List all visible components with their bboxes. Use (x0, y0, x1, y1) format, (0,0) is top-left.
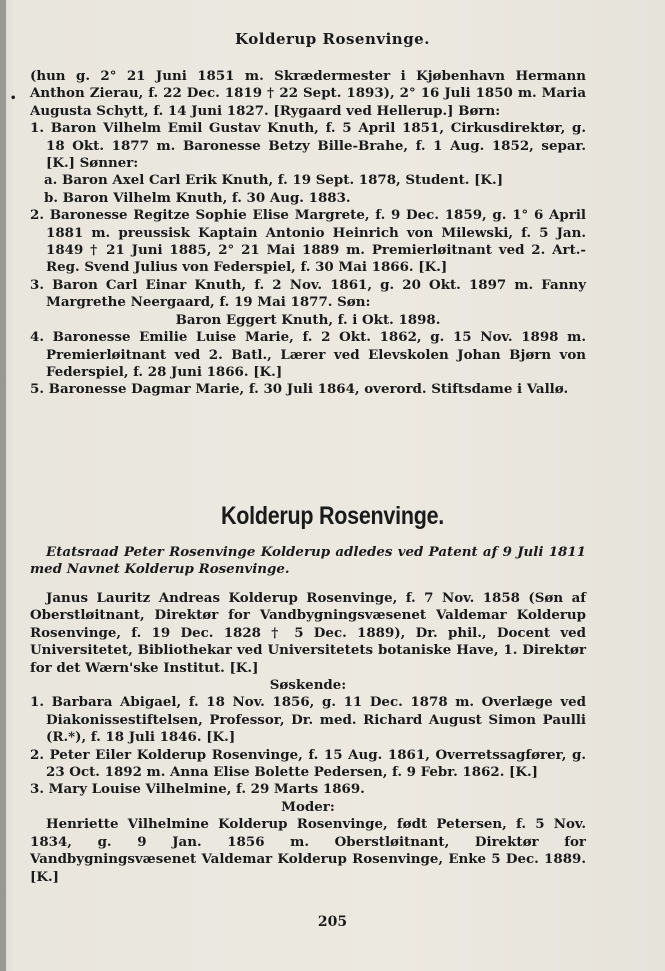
mother-entry: Henriette Vilhelmine Kolderup Rosenvinge, født Petersen, f. 5 Nov. 1834, g. 9 Jan. 1856 m. Oberstløitnant, Direktør for Vandbygningsvæsenet Valdemar Kolderup Rosenvinge, Enke 5 Dec. 1889. [K.] (30, 816, 586, 885)
grandchild-entry-eggert: Baron Eggert Knuth, f. i Okt. 1898. (175, 311, 441, 328)
main-entry: Janus Lauritz Andreas Kolderup Rosenvinge, f. 7 Nov. 1858 (Søn af Oberstløitnant, Direktør for Vandbygningsvæsenet Valdemar Kolderup Rosenvinge, f. 19 Dec. 1828 † 5 Dec. 1889), Dr. phil., Docent ved Universitetet, Bibliothekar ved Universitetets botaniske Have, 1. Direktør for det Wærn'ske Institut. [K.] (30, 590, 586, 676)
rosenvinge-entries (30, 590, 586, 886)
child-entry-5: 5. Baronesse Dagmar Marie, f. 30 Juli 1864, overord. Stiftsdame i Vallø. (30, 381, 569, 398)
section-heading: Kolderup Rosenvinge. (220, 502, 445, 530)
mother-heading: Moder: (281, 798, 335, 815)
child-entry-1: 1. Baron Vilhelm Emil Gustav Knuth, f. 5 April 1851, Cirkusdirektør, g. 18 Okt. 1877 m. Baronesse Betzy Bille-Brahe, f. 1 Aug. 1852, separ. [K.] Sønner: (30, 120, 586, 172)
page-number: 205 (317, 914, 348, 930)
margin-mark: • (10, 93, 17, 104)
sibling-entry-3: 3. Mary Louise Vilhelmine, f. 29 Marts 1869. (30, 781, 365, 798)
sibling-entry-2: 2. Peter Eiler Kolderup Rosenvinge, f. 15 Aug. 1861, Overretssagfører, g. 23 Oct. 1892 m. Anna Elise Bolette Pedersen, f. 9 Febr. 1862. [K.] (30, 746, 586, 781)
grandchild-entry-b: b. Baron Vilhelm Knuth, f. 30 Aug. 1883. (44, 189, 351, 206)
sibling-entry-1: 1. Barbara Abigael, f. 18 Nov. 1856, g. 11 Dec. 1878 m. Overlæge ved Diakonissestiftelsen, Professor, Dr. med. Richard August Simon Paulli (R.*), f. 18 Juli 1846. [K.] (30, 694, 586, 746)
running-title: Kolderup Rosenvinge. (235, 30, 430, 48)
child-entry-4: 4. Baronesse Emilie Luise Marie, f. 2 Okt. 1862, g. 15 Nov. 1898 m. Premierløitnant ved 2. Batl., Lærer ved Elevskolen Johan Bjørn von Federspiel, f. 28 Juni 1866. [K.] (30, 329, 586, 380)
binding-gutter (0, 0, 6, 971)
knuth-parents-paragraph: (hun g. 2° 21 Juni 1851 m. Skrædermester i Kjøbenhavn Hermann Anthon Zierau, f. 22 Dec. 1819 † 22 Sept. 1893), 2° 16 Juli 1850 m. Maria Augusta Schytt, f. 14 Juni 1827. [Rygaard ved Hellerup.] Børn: (30, 68, 586, 119)
child-entry-2: 2. Baronesse Regitze Sophie Elise Margrete, f. 9 Dec. 1859, g. 1° 6 April 1881 m. preussisk Kaptain Antonio Heinrich von Milewski, f. 5 Jan. 1849 † 21 Juni 1885, 2° 21 Mai 1889 m. Premierløitnant ved 2. Art.-Reg. Svend Julius von Federspiel, f. 30 Mai 1866. [K.] (30, 207, 586, 276)
grandchild-entry-a: a. Baron Axel Carl Erik Knuth, f. 19 Sept. 1878, Student. [K.] (44, 172, 504, 189)
siblings-heading: Søskende: (269, 677, 347, 694)
knuth-continuation (30, 68, 586, 399)
ennoblement-note: Etatsraad Peter Rosenvinge Kolderup adledes ved Patent af 9 Juli 1811 med Navnet Kolderup Rosenvinge. (30, 544, 586, 578)
child-entry-3: 3. Baron Carl Einar Knuth, f. 2 Nov. 1861, g. 20 Okt. 1897 m. Fanny Margrethe Neergaard, f. 19 Mai 1877. Søn: (30, 276, 586, 311)
